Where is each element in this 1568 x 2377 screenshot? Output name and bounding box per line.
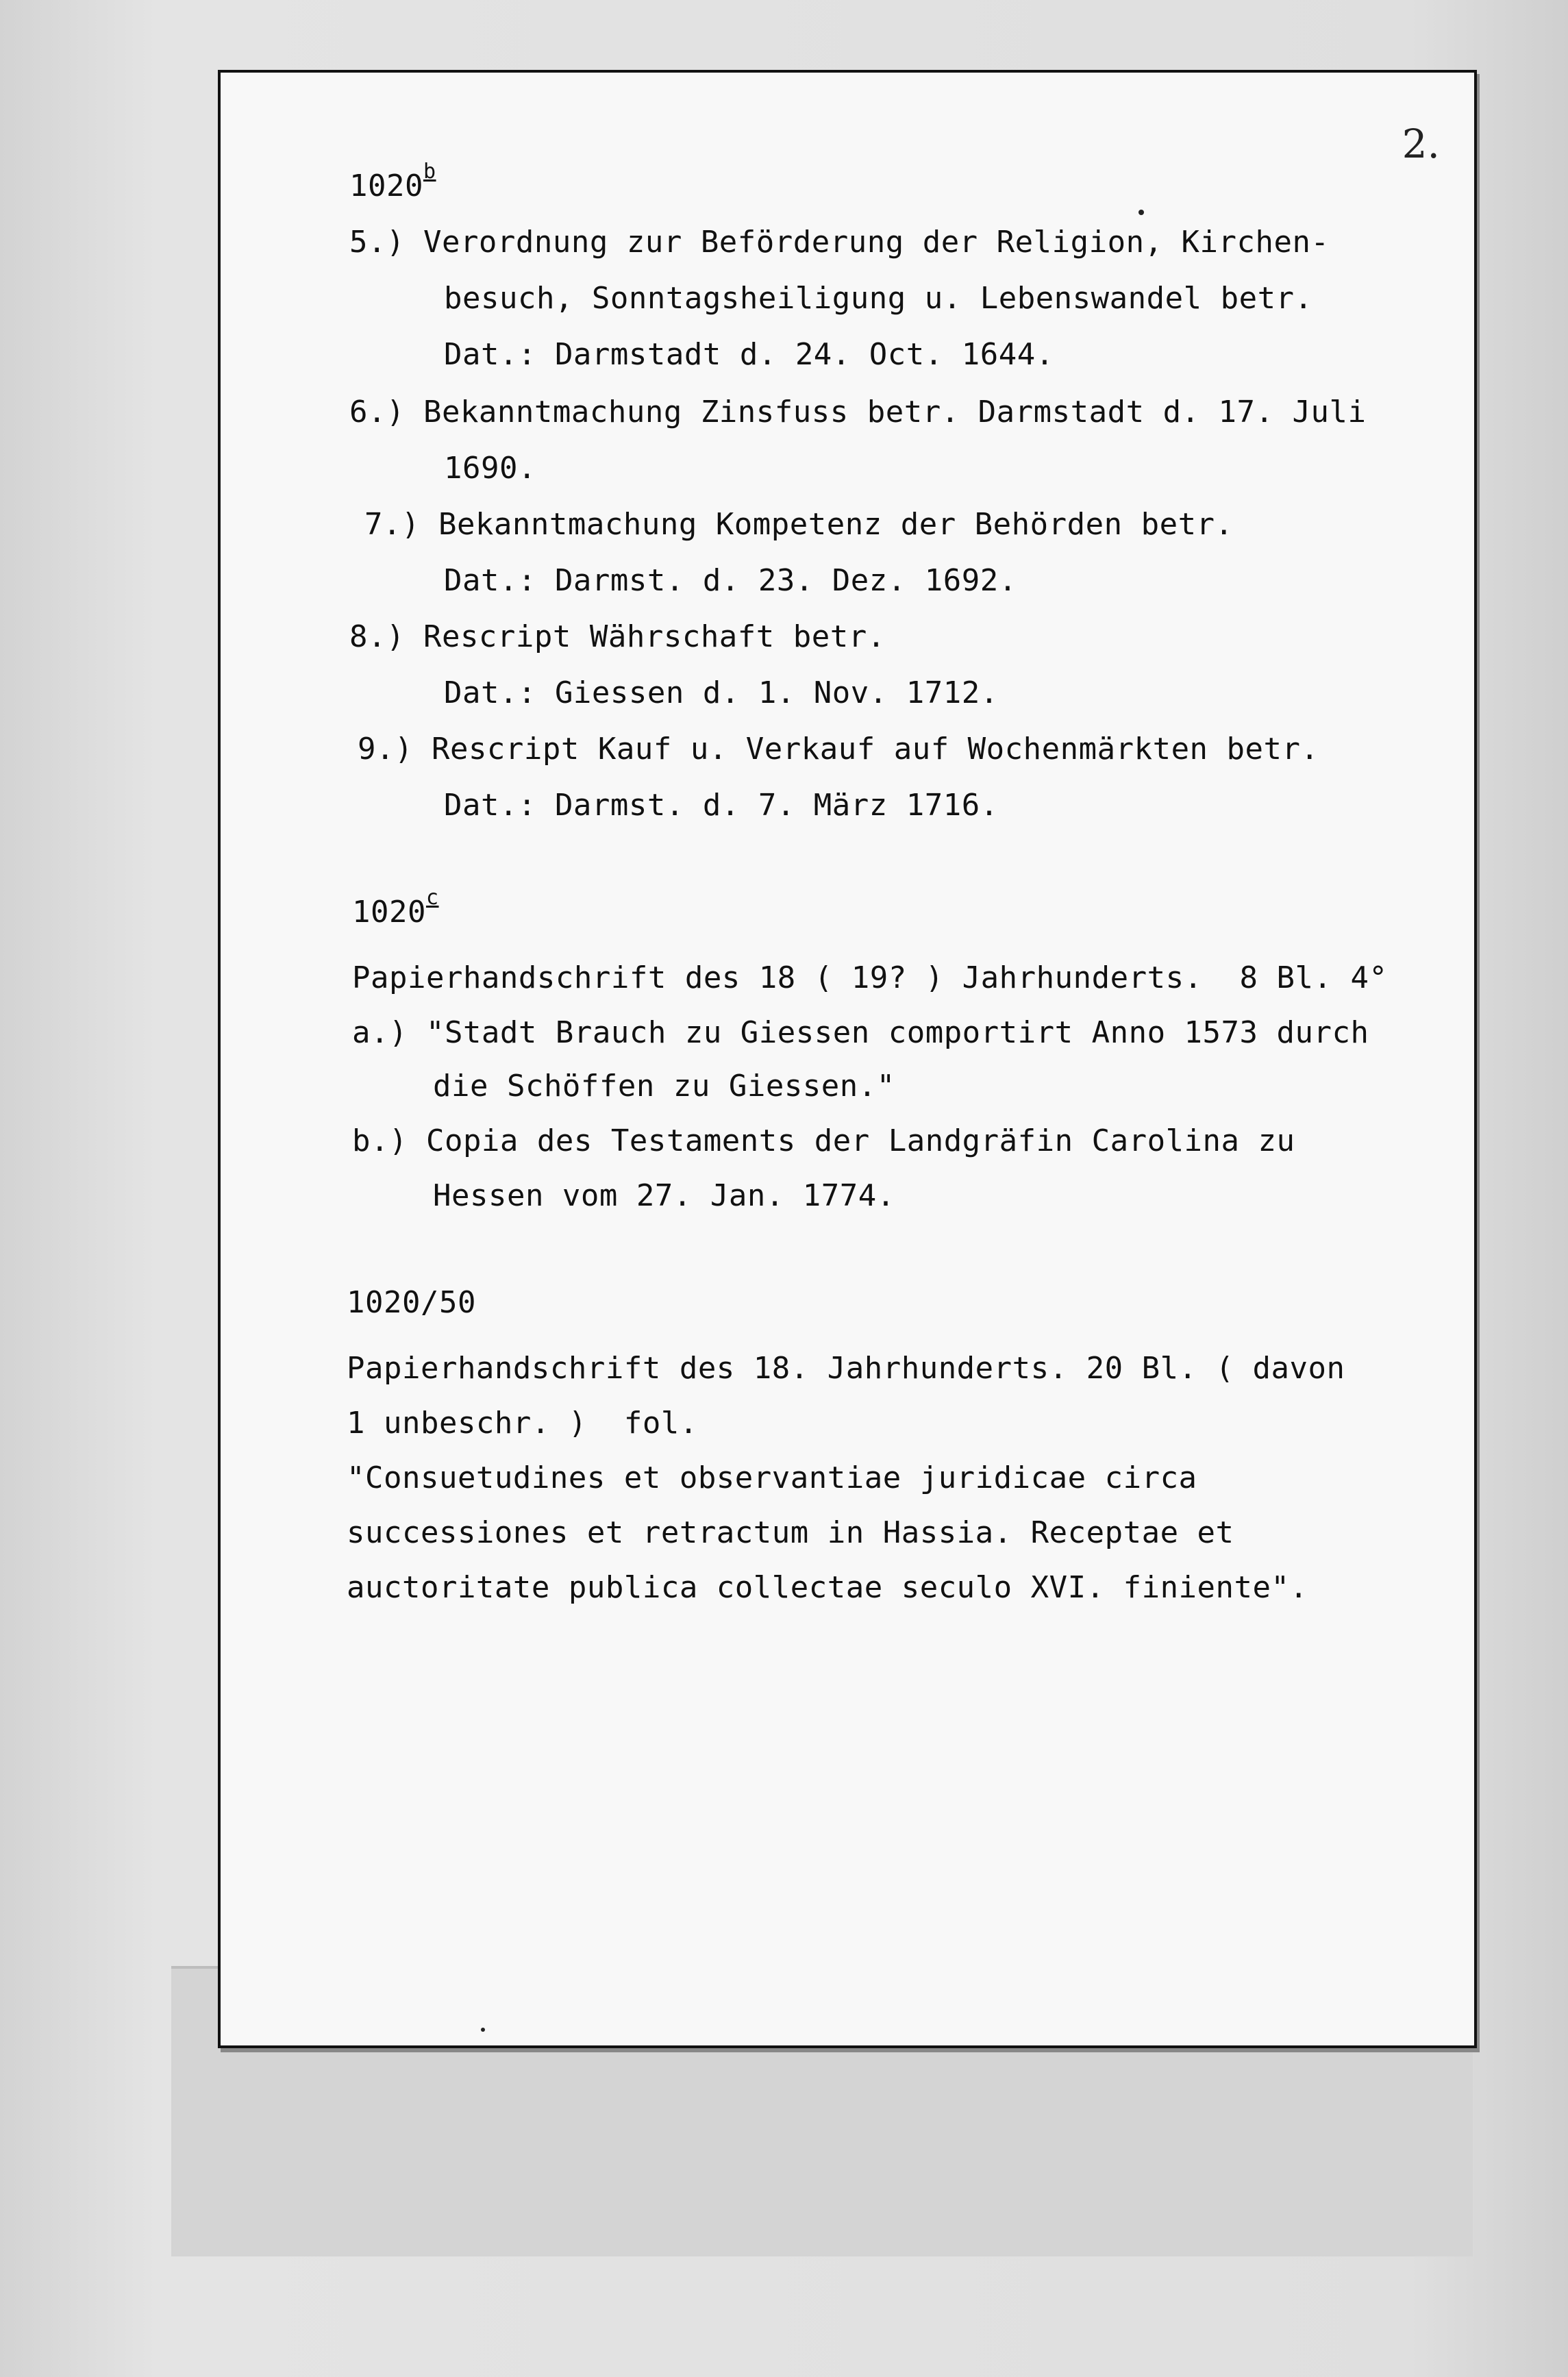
entry-line: besuch, Sonntagsheiligung u. Lebenswandel betr. (444, 281, 1313, 316)
entry-line: "Consuetudines et observantiae juridicae circa (347, 1460, 1197, 1495)
entry-heading: 1020/50 (347, 1285, 476, 1320)
entry-line: 1690. (444, 451, 536, 486)
entry-line: Dat.: Darmst. d. 23. Dez. 1692. (444, 563, 1017, 598)
entry-line: 9.) Rescript Kauf u. Verkauf auf Wochenmärkten betr. (358, 732, 1319, 767)
entry-line: Hessen vom 27. Jan. 1774. (433, 1178, 895, 1213)
entry-line: Papierhandschrift des 18 ( 19? ) Jahrhunderts. 8 Bl. 4° (352, 960, 1388, 995)
entry-line: a.) "Stadt Brauch zu Giessen comportirt Anno 1573 durch (352, 1015, 1369, 1050)
entry-line: die Schöffen zu Giessen." (433, 1069, 895, 1104)
catalog-card (218, 70, 1477, 2048)
entry-line: auctoritate publica collectae seculo XVI. finiente". (347, 1570, 1308, 1605)
entry-line: Dat.: Giessen d. 1. Nov. 1712. (444, 675, 999, 710)
entry-line: 5.) Verordnung zur Beförderung der Religion, Kirchen- (349, 225, 1330, 260)
entry-line: 8.) Rescript Währschaft betr. (349, 619, 886, 654)
ink-speck (1138, 210, 1144, 215)
entry-line: Papierhandschrift des 18. Jahrhunderts. 20 Bl. ( davon (347, 1351, 1345, 1386)
ink-speck (481, 2028, 485, 2032)
entry-line: Dat.: Darmstadt d. 24. Oct. 1644. (444, 337, 1054, 372)
page-number: 2. (1402, 121, 1440, 167)
entry-heading: 1020$^c$ (352, 886, 439, 930)
entry-line: successiones et retractum in Hassia. Receptae et (347, 1515, 1234, 1550)
entry-heading: 1020$^b$ (349, 160, 436, 203)
entry-line: 7.) Bekanntmachung Kompetenz der Behörden betr. (364, 507, 1234, 542)
entry-line: b.) Copia des Testaments der Landgräfin Carolina zu (352, 1123, 1295, 1158)
entry-line: 1 unbeschr. ) fol. (347, 1406, 698, 1441)
entry-line: Dat.: Darmst. d. 7. März 1716. (444, 788, 999, 823)
entry-line: 6.) Bekanntmachung Zinsfuss betr. Darmstadt d. 17. Juli (349, 395, 1367, 430)
